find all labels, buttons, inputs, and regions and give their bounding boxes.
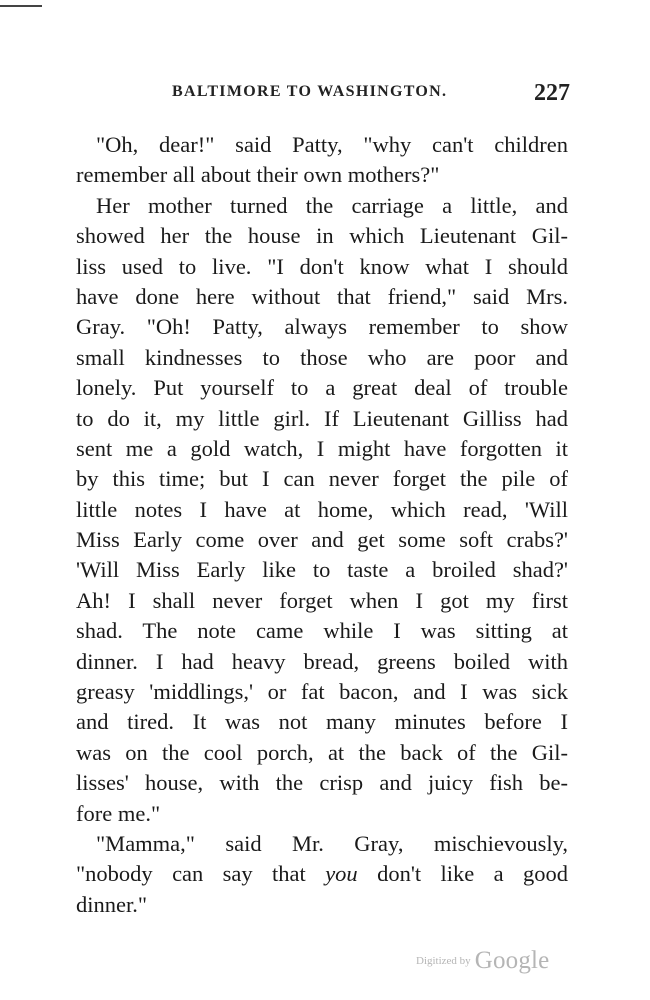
text-line: Ah! I shall never forget when I got my first bbox=[76, 587, 568, 613]
text-line: "Oh, dear!" said Patty, "why can't children bbox=[96, 132, 568, 157]
emphasis: you bbox=[325, 861, 358, 887]
text-line: little notes I have at home, which read, 'Will bbox=[76, 496, 568, 522]
running-head bbox=[172, 80, 570, 110]
text-line: sent me a gold watch, I might have forgotten it bbox=[76, 435, 568, 461]
text-line: dinner." bbox=[76, 891, 148, 917]
text-line: "Mamma," said Mr. Gray, mischievously, bbox=[96, 830, 568, 856]
text-line: shad. The note came while I was sitting at bbox=[76, 618, 568, 644]
text-segment: "nobody can say that bbox=[76, 861, 326, 887]
text-line: by this time; but I can never forget the pile of bbox=[76, 466, 568, 492]
text-line: was on the cool porch, at the back of the Gil- bbox=[76, 739, 568, 765]
text-line: dinner. I had heavy bread, greens boiled with bbox=[76, 648, 568, 674]
text-line bbox=[76, 859, 568, 889]
text-line: greasy 'middlings,' or fat bacon, and I was sick bbox=[76, 679, 568, 705]
text-line: Miss Early come over and get some soft crabs?' bbox=[76, 527, 568, 553]
text-segment: don't like a good bbox=[357, 861, 568, 887]
running-title: BALTIMORE TO WASHINGTON. bbox=[172, 83, 448, 100]
text-line: lisses' house, with the crisp and juicy fish be- bbox=[76, 770, 568, 796]
text-line: lonely. Put yourself to a great deal of trouble bbox=[76, 375, 568, 401]
text-line: Gray. "Oh! Patty, always remember to show bbox=[76, 314, 568, 340]
text-line: remember all about their own mothers?" bbox=[76, 162, 440, 188]
text-line: have done here without that friend," said Mrs. bbox=[76, 283, 568, 309]
text-line: to do it, my little girl. If Lieutenant Gilliss had bbox=[76, 405, 568, 431]
corner-rule bbox=[0, 5, 42, 7]
google-logo-text: Google bbox=[474, 947, 550, 974]
page-number: 227 bbox=[534, 80, 570, 106]
digitized-by-label: Digitized by bbox=[416, 955, 471, 967]
digitized-by-google-watermark bbox=[416, 947, 556, 981]
text-line: 'Will Miss Early like to taste a broiled shad?' bbox=[76, 557, 568, 583]
text-line: showed her the house in which Lieutenant Gil- bbox=[76, 223, 568, 249]
body-text bbox=[76, 130, 568, 920]
text-line: Her mother turned the carriage a little, and bbox=[96, 192, 568, 218]
text-line: liss used to live. "I don't know what I should bbox=[76, 253, 568, 279]
text-line: fore me." bbox=[76, 800, 161, 826]
text-line: and tired. It was not many minutes before I bbox=[76, 709, 568, 735]
text-line: small kindnesses to those who are poor and bbox=[76, 344, 568, 370]
